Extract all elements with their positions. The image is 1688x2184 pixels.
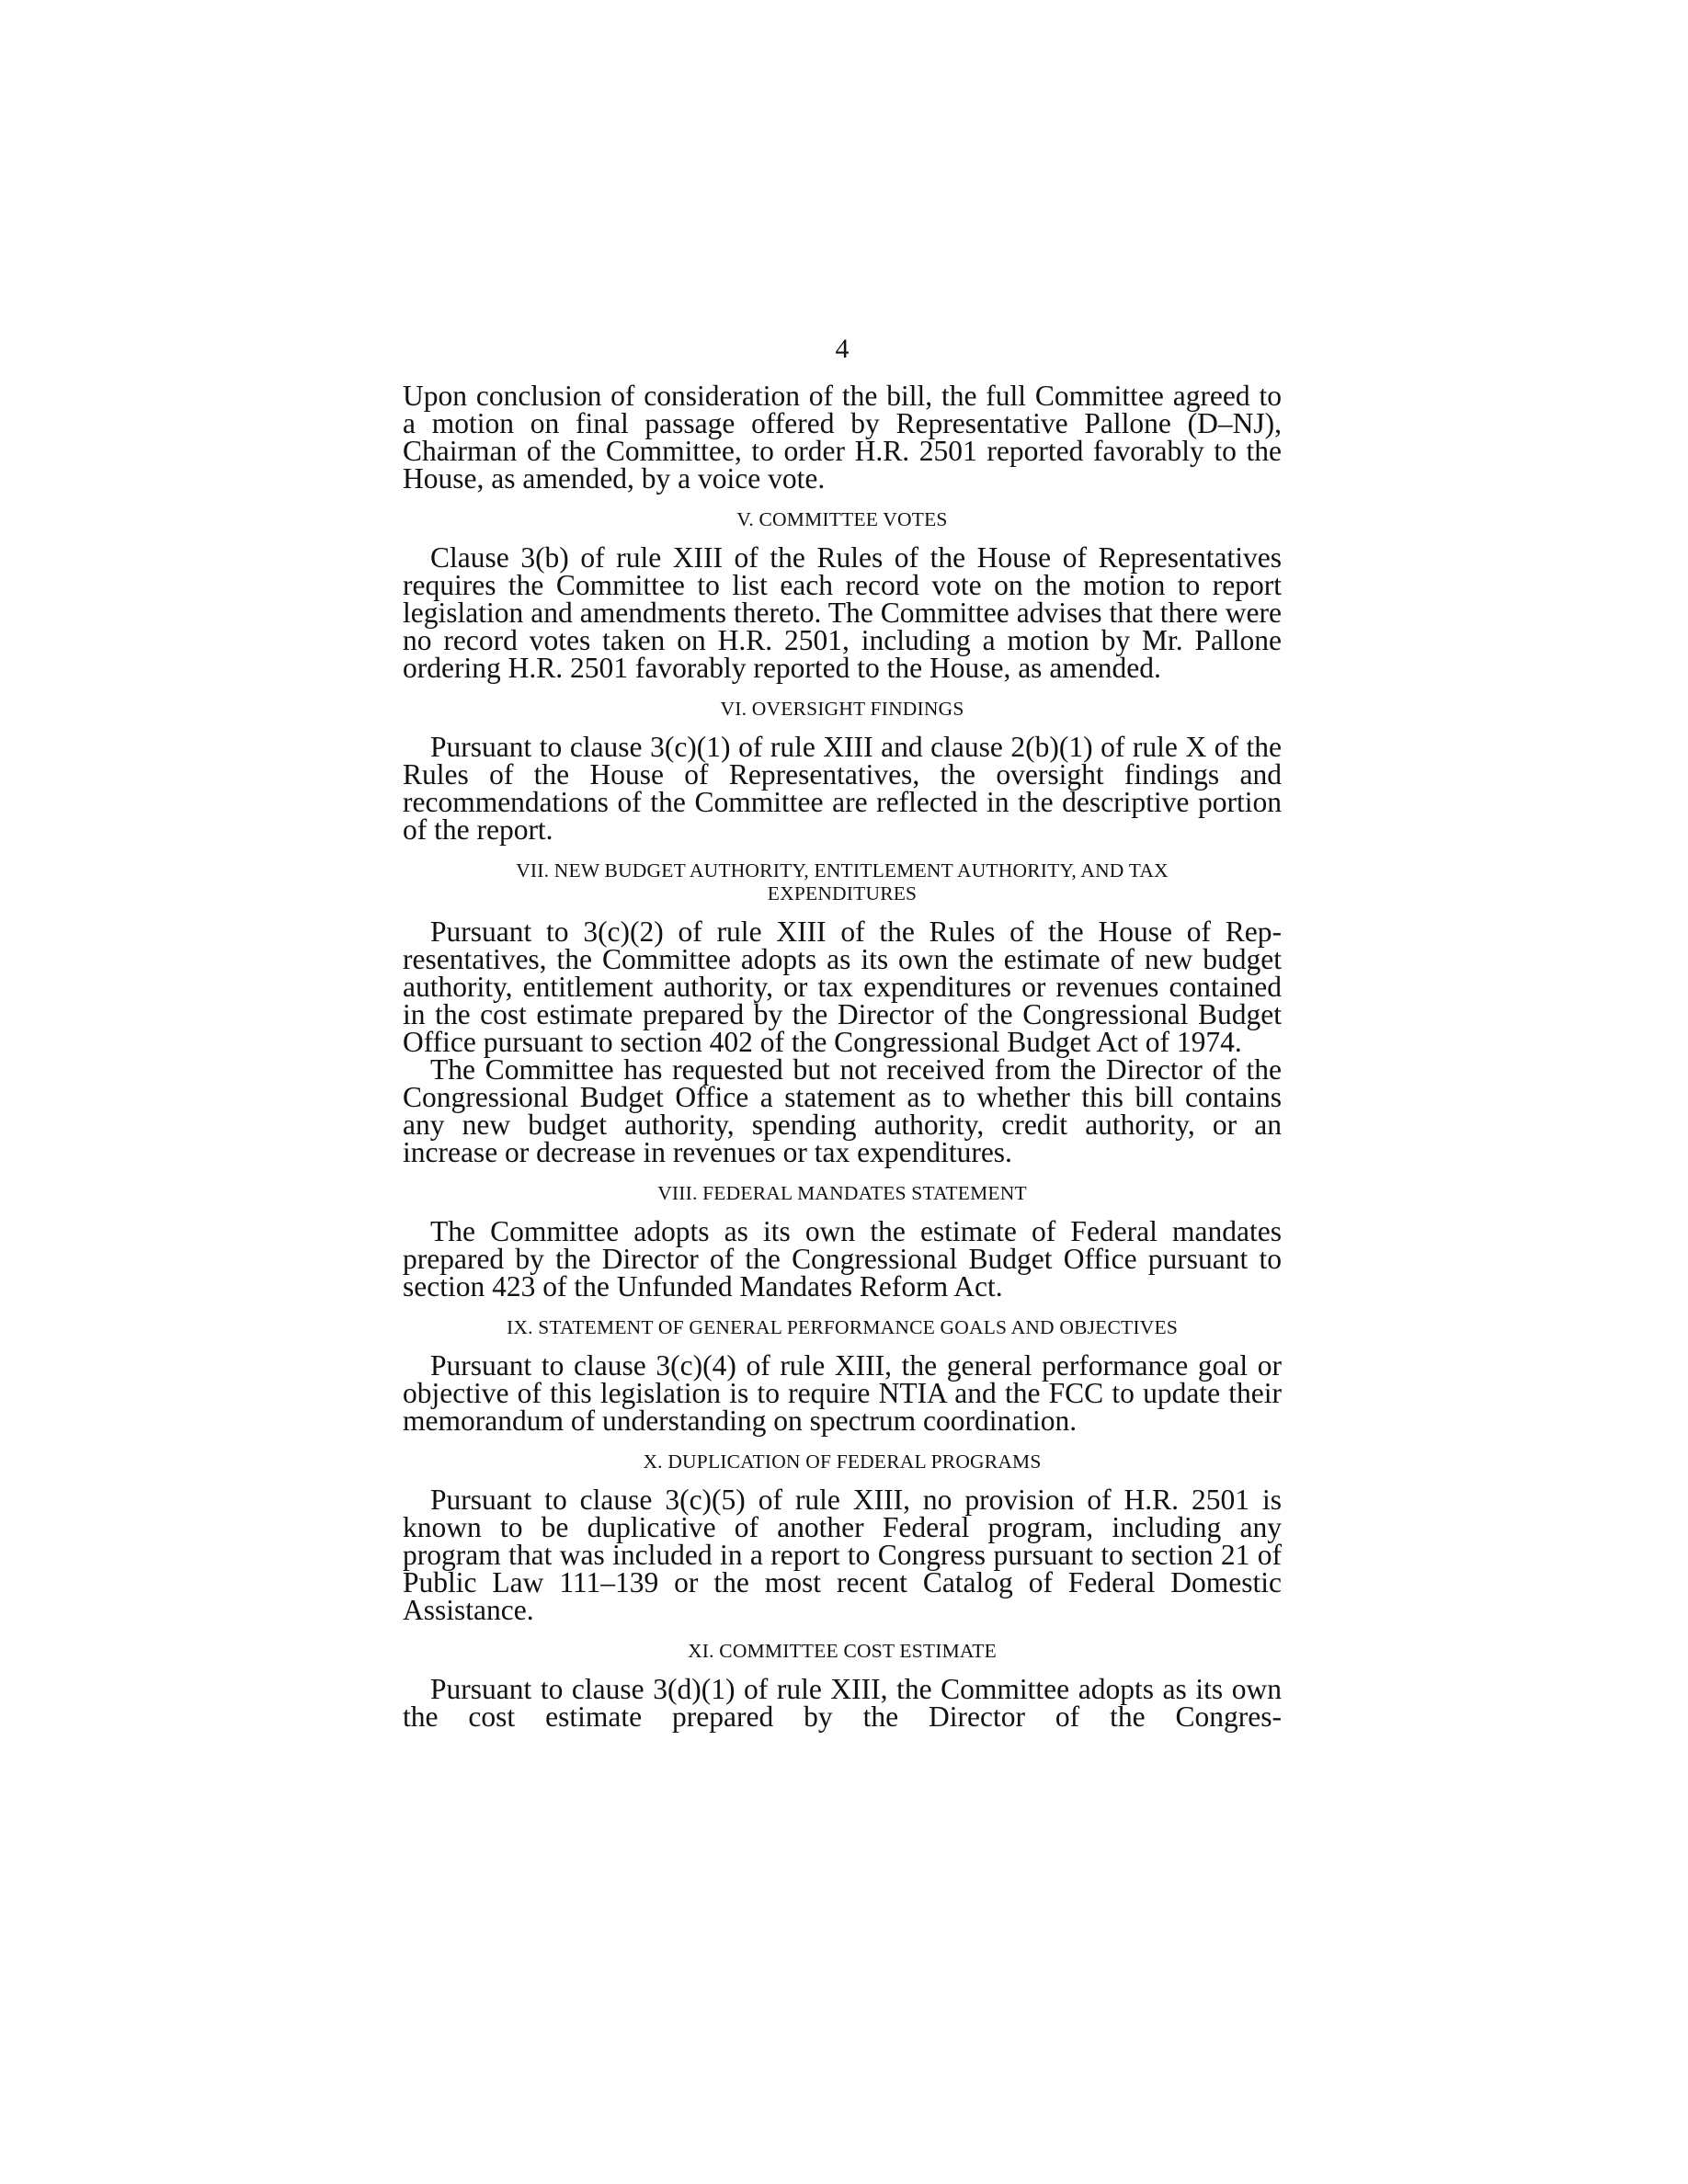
section-heading: IX. STATEMENT OF GENERAL PERFORMANCE GOALS AND OBJECTIVES <box>507 1316 1178 1338</box>
section-paragraph: Pursuant to 3(c)(2) of rule XIII of the Rules of the House of Representatives, the Committee adopts as its own the estimate of new budget authority, entitlement authority, or tax expenditures or revenues contained in the cost estimate prepared by the Director of the Congressional Budget Office pursuant to section 402 of the Congressional Budget Act of 1974. <box>403 916 1282 1058</box>
document-page <box>403 331 1282 1731</box>
section-paragraph: Pursuant to clause 3(c)(1) of rule XIII and clause 2(b)(1) of rule X of the Rules of the House of Representatives, the oversight findings and recommendations of the Committee are reflected in the descriptive portion of the report. <box>403 731 1282 846</box>
section-heading: VIII. FEDERAL MANDATES STATEMENT <box>657 1182 1027 1204</box>
intro-paragraph: Upon conclusion of consideration of the bill, the full Committee agreed to a motion on final passage offered by Representative Pallone (D–NJ), Chairman of the Committee, to order H.R. 2501 reported favorably to the House, as amended, by a voice vote. <box>403 380 1282 495</box>
section-oversight-findings <box>403 698 1282 844</box>
section-cost-estimate <box>403 1640 1282 1731</box>
section-paragraph: Pursuant to clause 3(c)(5) of rule XIII, no provision of H.R. 2501 is known to be duplicative of another Federal program, including any program that was included in a report to Congress pursuant to section 21 of Public Law 111–139 or the most recent Catalog of Federal Domestic Assistance. <box>403 1484 1282 1626</box>
section-new-budget-authority <box>403 859 1282 1166</box>
section-paragraph: Clause 3(b) of rule XIII of the Rules of the House of Representatives requires the Committee to list each record vote on the motion to report legislation and amendments thereto. The Committee advises that there were no record votes taken on H.R. 2501, including a motion by Mr. Pallone ordering H.R. 2501 favorably reported to the House, as amended. <box>403 541 1282 684</box>
section-federal-mandates <box>403 1182 1282 1301</box>
section-heading: VI. OVERSIGHT FINDINGS <box>720 698 964 720</box>
section-heading: XI. COMMITTEE COST ESTIMATE <box>688 1640 997 1662</box>
section-heading: X. DUPLICATION OF FEDERAL PROGRAMS <box>643 1450 1042 1473</box>
section-paragraph: The Committee adopts as its own the estimate of Federal mandates prepared by the Director of the Congressional Budget Office pursuant to section 423 of the Unfunded Mandates Reform Act. <box>403 1215 1282 1302</box>
section-paragraph: Pursuant to clause 3(d)(1) of rule XIII, the Committee adopts as its own the cost estimate prepared by the Director of the Congres- <box>403 1673 1282 1733</box>
section-heading: VII. NEW BUDGET AUTHORITY, ENTITLEMENT AUTHORITY, AND TAX EXPENDITURES <box>516 859 1169 904</box>
section-performance-goals <box>403 1316 1282 1435</box>
section-committee-votes <box>403 508 1282 682</box>
section-duplication-programs <box>403 1450 1282 1624</box>
section-heading: V. COMMITTEE VOTES <box>736 508 948 530</box>
section-paragraph: Pursuant to clause 3(c)(4) of rule XIII, the general performance goal or objective of this legislation is to require NTIA and the FCC to update their memorandum of understanding on spectrum coordination. <box>403 1349 1282 1437</box>
section-paragraph: The Committee has requested but not received from the Director of the Congressional Budget Office a statement as to whether this bill contains any new budget authority, spending authority, credit authority, or an increase or decrease in revenues or tax expenditures. <box>403 1053 1282 1168</box>
page-number: 4 <box>835 334 850 364</box>
